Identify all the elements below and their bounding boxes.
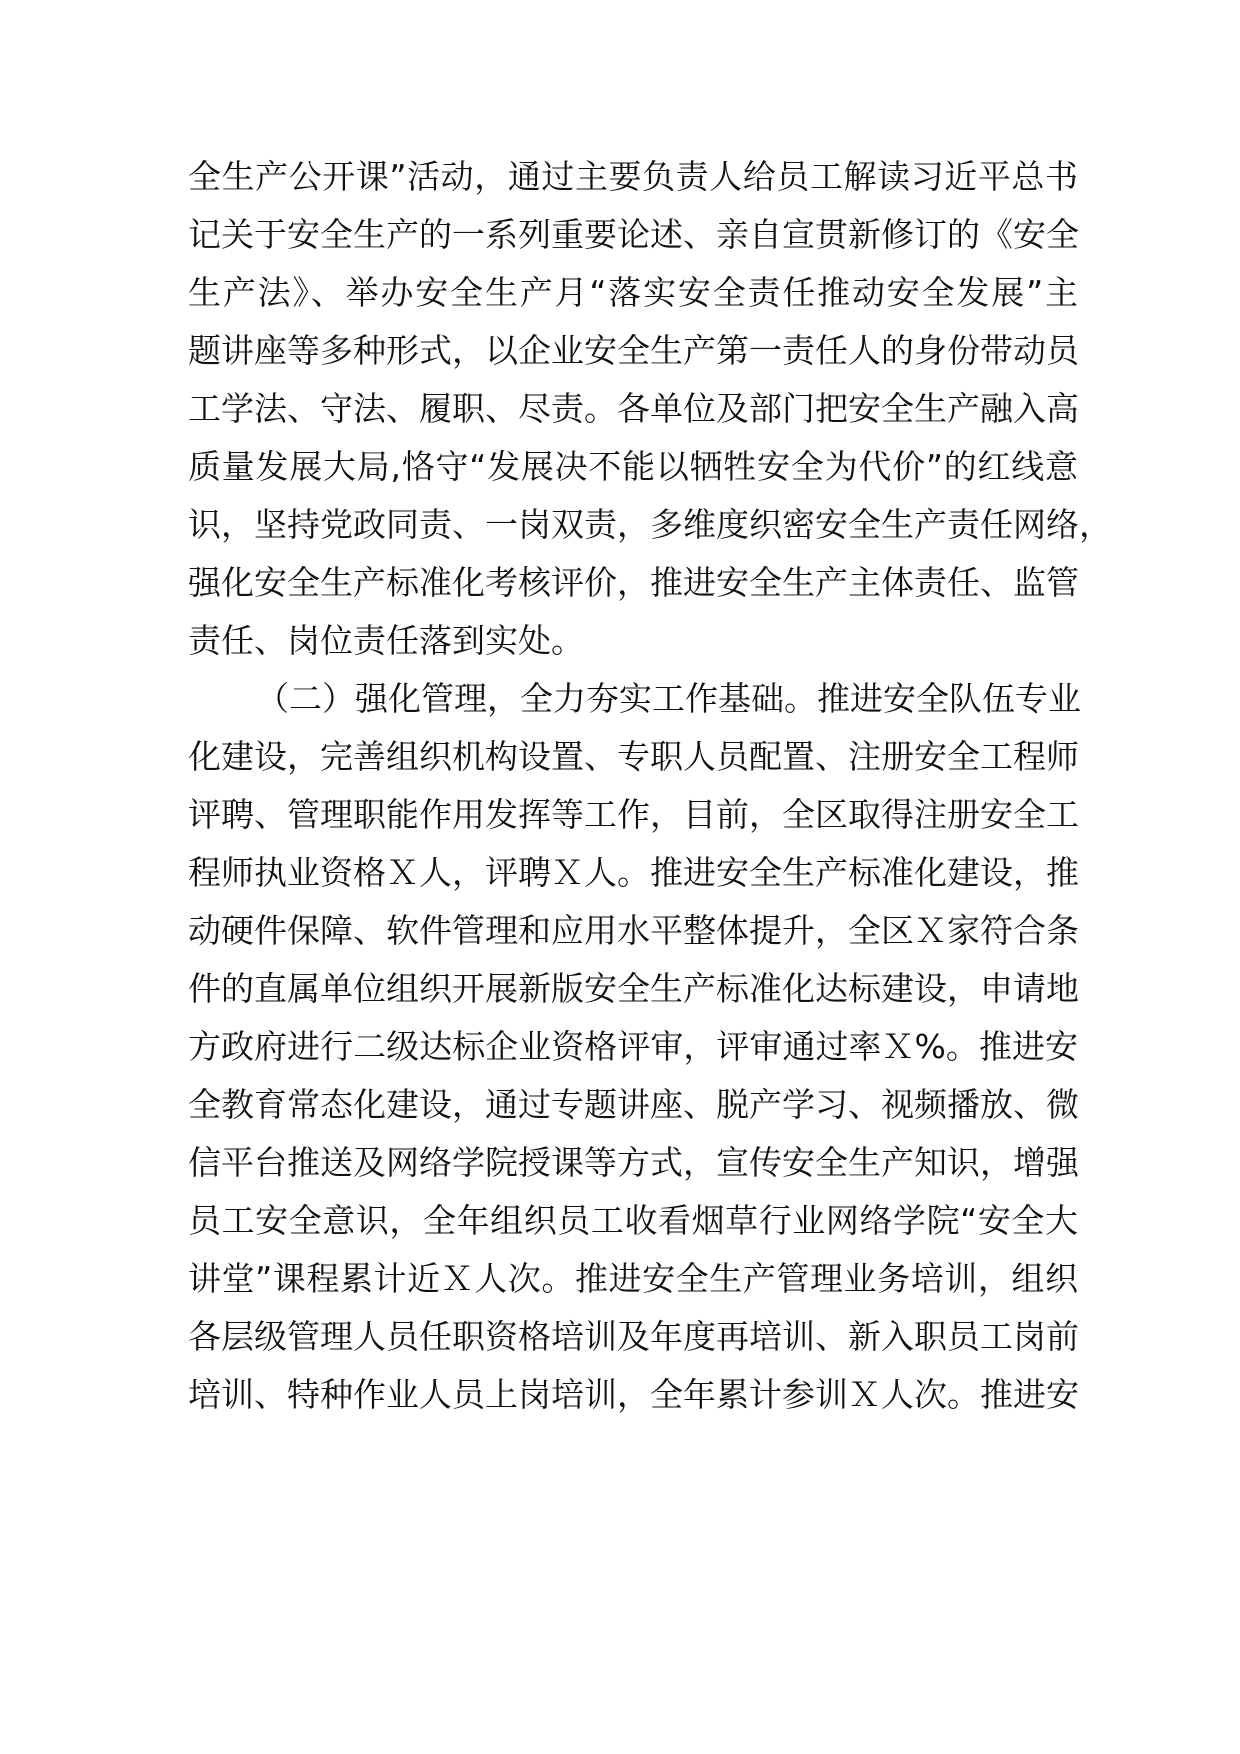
text-line: 工学法、守法、履职、尽责。各单位及部门把安全生产融入高 xyxy=(188,389,1079,428)
text-line: 程师执业资格Ｘ人，评聘Ｘ人。推进安全生产标准化建设，推 xyxy=(188,853,1079,892)
text-line: 信平台推送及网络学院授课等方式，宣传安全生产知识，增强 xyxy=(188,1143,1079,1182)
section-heading-line: （二）强化管理，全力夯实工作基础。推进安全队伍专业 xyxy=(256,679,1081,718)
text-line: 质量发展大局,恪守“发展决不能以牺牲安全为代价”的红线意 xyxy=(188,447,1078,486)
text-line: 培训、特种作业人员上岗培训，全年累计参训Ｘ人次。推进安 xyxy=(188,1375,1079,1414)
text-line: 评聘、管理职能作用发挥等工作，目前，全区取得注册安全工 xyxy=(188,795,1079,834)
text-line: 化建设，完善组织机构设置、专职人员配置、注册安全工程师 xyxy=(188,737,1079,776)
text-line: 方政府进行二级达标企业资格评审，评审通过率Ｘ%。推进安 xyxy=(188,1027,1078,1066)
text-line: 全生产公开课”活动，通过主要负责人给员工解读习近平总书 xyxy=(188,157,1078,196)
text-line: 识，坚持党政同责、一岗双责，多维度织密安全生产责任网络， xyxy=(188,505,1112,544)
text-line: 各层级管理人员任职资格培训及年度再培训、新入职员工岗前 xyxy=(188,1317,1079,1356)
text-line: 生产法》、举办安全生产月“落实安全责任推动安全发展”主 xyxy=(188,273,1078,312)
text-line: 讲堂”课程累计近Ｘ人次。推进安全生产管理业务培训，组织 xyxy=(188,1259,1078,1298)
text-line: 题讲座等多种形式，以企业安全生产第一责任人的身份带动员 xyxy=(188,331,1079,370)
text-line: 责任、岗位责任落到实处。 xyxy=(188,621,584,660)
text-line: 强化安全生产标准化考核评价，推进安全生产主体责任、监管 xyxy=(188,563,1079,602)
text-line: 全教育常态化建设，通过专题讲座、脱产学习、视频播放、微 xyxy=(188,1085,1079,1124)
text-line: 动硬件保障、软件管理和应用水平整体提升，全区Ｘ家符合条 xyxy=(188,911,1079,950)
text-line: 员工安全意识，全年组织员工收看烟草行业网络学院“安全大 xyxy=(188,1201,1078,1240)
text-line: 记关于安全生产的一系列重要论述、亲自宣贯新修订的《安全 xyxy=(188,215,1079,254)
text-line: 件的直属单位组织开展新版安全生产标准化达标建设，申请地 xyxy=(188,969,1079,1008)
